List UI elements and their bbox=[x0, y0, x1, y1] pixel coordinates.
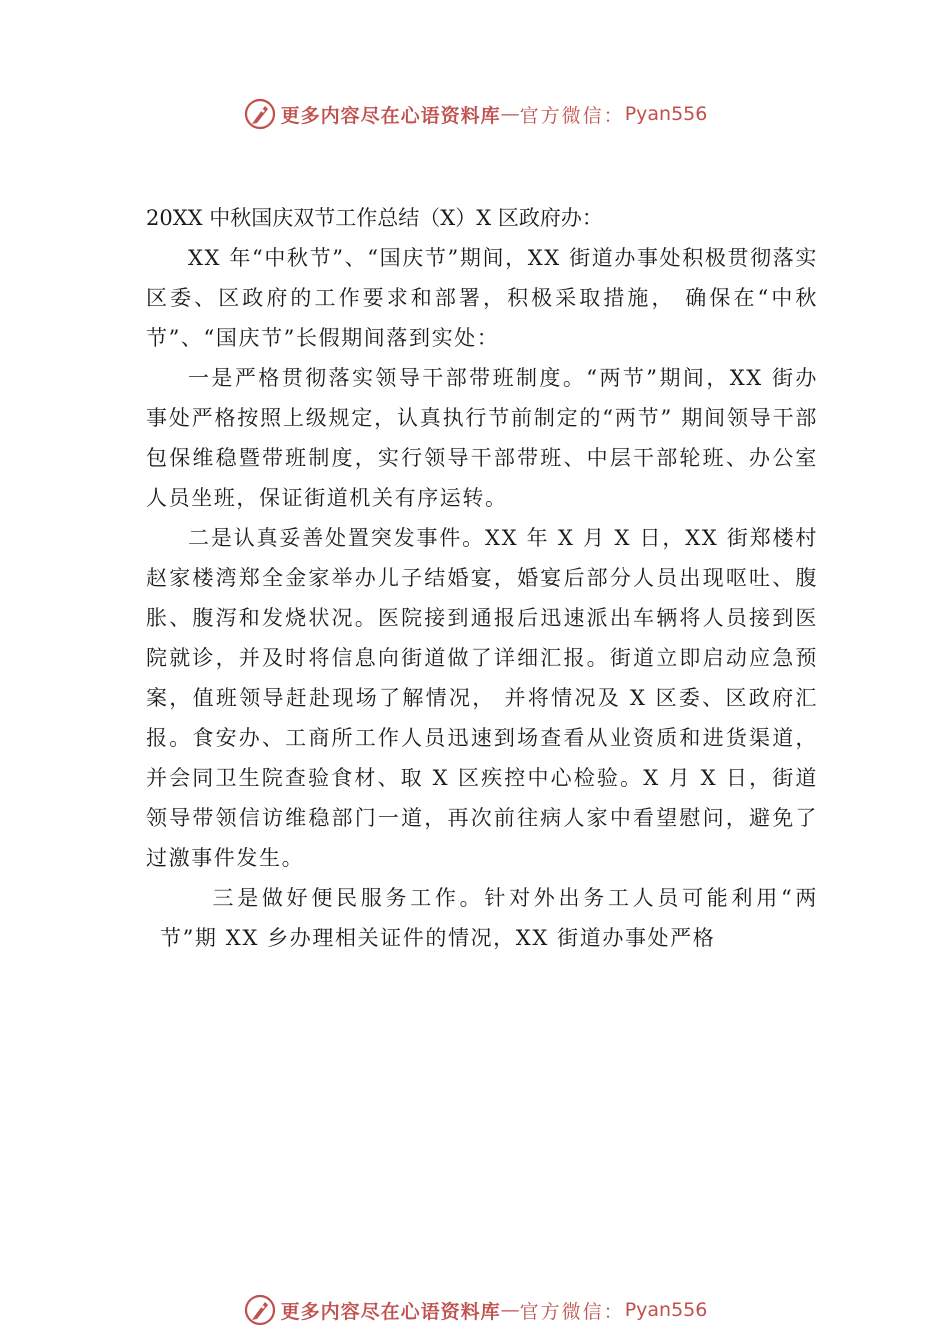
footer-dash: — bbox=[500, 1299, 520, 1321]
paragraph-two: 二是认真妥善处置突发事件。XX 年 X 月 X 日，XX 街郑楼村赵家楼湾郑全金家举办儿子结婚宴，婚宴后部分人员出现呕吐、腹胀、腹泻和发烧状况。医院接到通报后迅速派出车辆将人员接到医院就诊，并及时将信息向街道做了详细汇报。街道立即启动应急预案，值班领导赶赴现场了解情况， 并将情况及 X 区委、区政府汇报。食安办、工商所工作人员迅速到场查看从业资质和进货渠道，并会同卫生院查验食材、取 X 区疾控中心检验。X 月 X 日，街道领导带领信访维稳部门一道，再次前往病人家中看望慰问，避免了过激事件发生。 bbox=[146, 526, 818, 870]
paragraph-three: 三是做好便民服务工作。针对外出务工人员可能利用“两节”期 XX 乡办理相关证件的情况，XX 街道办事处严格 bbox=[160, 886, 818, 950]
footer-wechat-label: 官方微信： bbox=[519, 1300, 625, 1323]
header-banner bbox=[0, 94, 950, 134]
header-brand-text: 更多内容尽在心语资料库 bbox=[280, 104, 501, 127]
footer-brand-text: 更多内容尽在心语资料库 bbox=[280, 1300, 501, 1323]
document-title: 20XX 中秋国庆双节工作总结（X）X 区政府办： bbox=[146, 206, 603, 230]
paragraph-intro: XX 年“中秋节”、“国庆节”期间，XX 街道办事处积极贯彻落实区委、区政府的工作要求和部署，积极采取措施， 确保在“中秋节”、“国庆节”长假期间落到实处： bbox=[146, 246, 818, 350]
pen-nib-logo-icon bbox=[243, 1293, 277, 1327]
document-body bbox=[146, 198, 818, 958]
pen-nib-logo-icon bbox=[243, 97, 277, 131]
paragraph-one: 一是严格贯彻落实领导干部带班制度。“两节”期间，XX 街办事处严格按照上级规定，认真执行节前制定的“两节” 期间领导干部包保维稳暨带班制度，实行领导干部带班、中层干部轮班、办公室人员坐班，保证街道机关有序运转。 bbox=[146, 366, 818, 510]
header-wechat-id: Pyan556 bbox=[624, 103, 708, 125]
footer-banner bbox=[0, 1290, 950, 1330]
header-dash: — bbox=[500, 103, 520, 125]
header-wechat-label: 官方微信： bbox=[519, 104, 625, 127]
footer-wechat-id: Pyan556 bbox=[624, 1299, 708, 1321]
